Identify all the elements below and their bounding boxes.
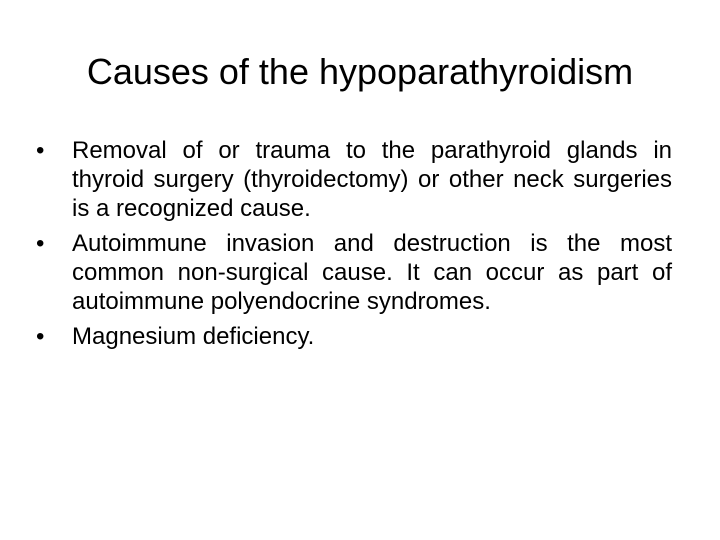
bullet-icon: • [36, 230, 45, 257]
bullet-item-surgery [36, 136, 672, 223]
bullet-text: Autoimmune invasion and destruction is the most common non-surgical cause. It can occur as part of autoimmune polyendocrine syndromes. [72, 230, 672, 315]
bullet-item-autoimmune [36, 229, 672, 316]
bullet-icon: • [36, 137, 45, 164]
bullet-text: Magnesium deficiency. [72, 323, 315, 350]
bullet-list [36, 136, 672, 357]
bullet-icon: • [36, 323, 45, 350]
bullet-item-magnesium [36, 322, 672, 351]
bullet-text: Removal of or trauma to the parathyroid glands in thyroid surgery (thyroidectomy) or other neck surgeries is a recognized cause. [72, 137, 672, 222]
slide-title: Causes of the hypoparathyroidism [86, 51, 634, 92]
